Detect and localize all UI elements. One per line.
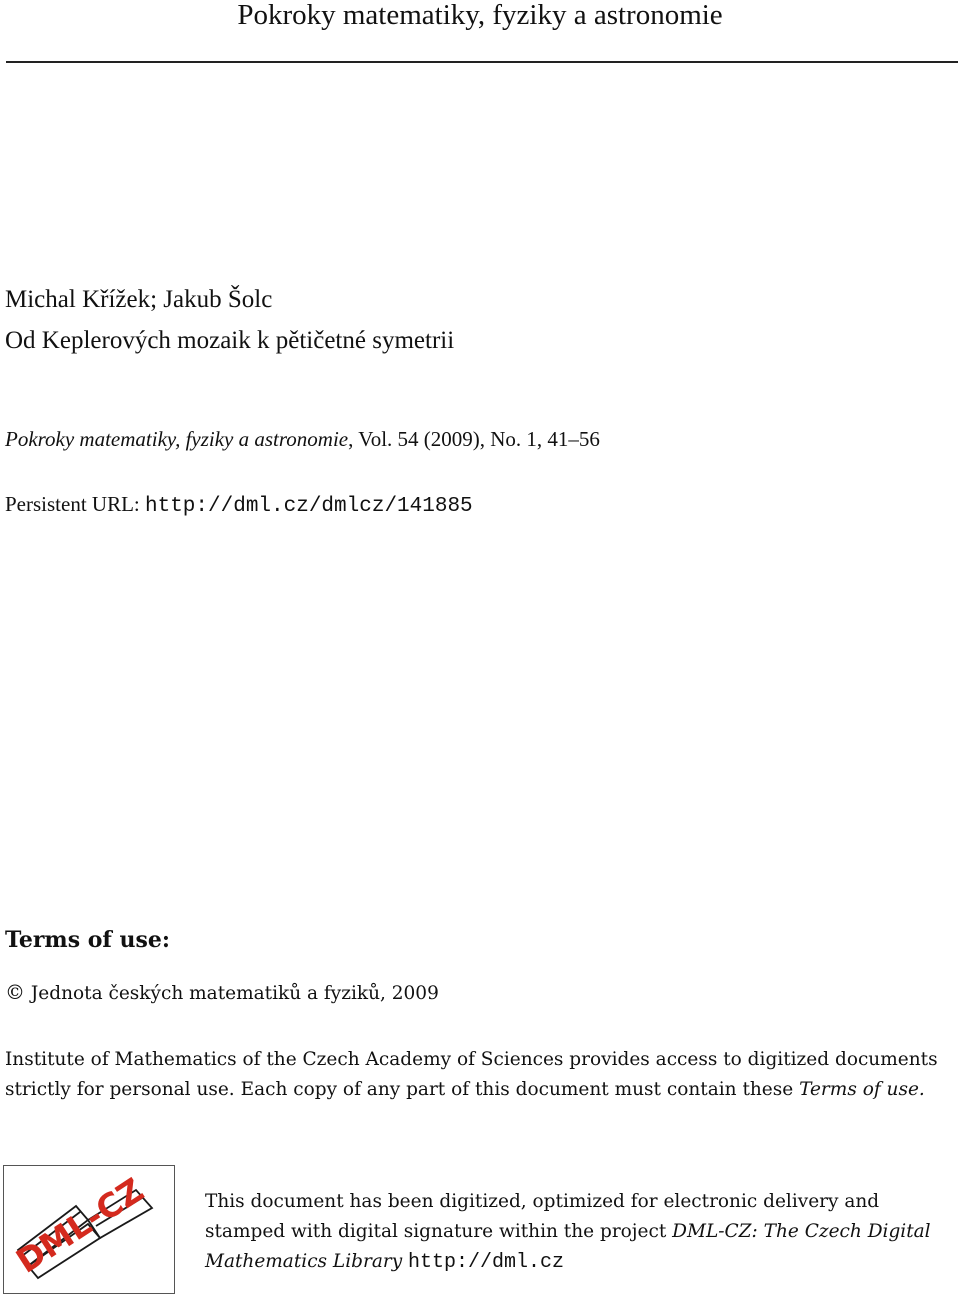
copyright-line [5,980,439,1004]
digitization-text: This document has been digitized, optimized for electronic delivery and stamped with digital signature within the project [205,1191,880,1242]
dml-cz-logo-icon [4,1166,174,1293]
digitization-note [205,1187,960,1278]
copyright-text: Jednota českých matematiků a fyziků, 2009 [30,983,439,1004]
citation [5,424,600,454]
article-title: Od Keplerových mozaik k pětičetné symetrii [5,327,455,354]
persistent-url-link[interactable]: http://dml.cz/dmlcz/141885 [145,495,473,518]
terms-paragraph-text: Institute of Mathematics of the Czech Academy of Sciences provides access to digitized documents strictly for personal use. Each copy of any part of this document must contain these [5,1049,938,1100]
journal-header: Pokroky matematiky, fyziky a astronomie [237,0,723,31]
terms-heading: Terms of use: [5,927,171,953]
terms-of-use-italic: Terms of use. [799,1079,925,1100]
project-name: DML-CZ: The Czech Digital Mathematics Library [205,1221,931,1272]
dml-cz-logo [3,1165,175,1294]
citation-journal: Pokroky matematiky, fyziky a astronomie [5,427,349,451]
terms-paragraph [5,1045,960,1105]
authors: Michal Křížek; Jakub Šolc [5,286,273,313]
url-label: Persistent URL: [5,492,145,516]
copyright-icon: © [5,980,25,1004]
logo-text: DML-CZ [9,1170,151,1281]
citation-details: , Vol. 54 (2009), No. 1, 41–56 [348,427,600,451]
dml-url-link[interactable]: http://dml.cz [408,1251,565,1274]
header-divider [6,61,958,63]
persistent-url-line [5,489,473,522]
